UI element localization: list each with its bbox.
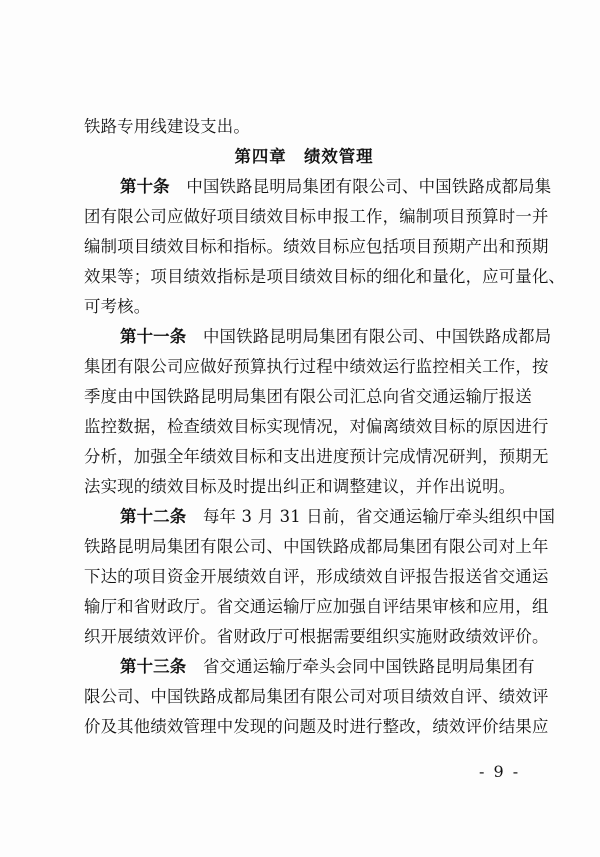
text-line bbox=[84, 352, 549, 382]
page-number: - 9 - bbox=[479, 762, 521, 781]
text-line bbox=[84, 712, 549, 742]
line-text: 中国铁路昆明局集团有限公司、中国铁路成都局集 bbox=[169, 177, 552, 196]
text-line bbox=[84, 292, 524, 322]
line-text: 铁路昆明局集团有限公司、中国铁路成都局集团有限公司对上年 bbox=[84, 537, 549, 556]
text-line bbox=[84, 682, 549, 712]
text-line bbox=[84, 622, 549, 652]
article-first-line bbox=[84, 652, 535, 682]
text-line bbox=[84, 262, 566, 292]
line-text: 效果等；项目绩效指标是项目绩效目标的细化和量化，应可量化、 bbox=[84, 267, 566, 286]
line-text: 限公司、中国铁路成都局集团有限公司对项目绩效自评、绩效评 bbox=[84, 687, 549, 706]
text-line bbox=[84, 592, 549, 622]
line-text: 价及其他绩效管理中发现的问题及时进行整改，绩效评价结果应 bbox=[84, 717, 549, 736]
text-line bbox=[84, 562, 549, 592]
line-text: 第四章 绩效管理 bbox=[234, 147, 374, 166]
line-text: 织开展绩效评价。省财政厅可根据需要组织实施财政绩效评价。 bbox=[84, 627, 549, 646]
line-text: 编制项目绩效目标和指标。绩效目标应包括项目预期产出和预期 bbox=[84, 237, 549, 256]
line-text: 可考核。 bbox=[84, 297, 151, 316]
line-text: 铁路专用线建设支出。 bbox=[84, 117, 250, 136]
line-text: 输厅和省财政厅。省交通运输厅应加强自评结果审核和应用，组 bbox=[84, 597, 549, 616]
line-text: 团有限公司应做好项目绩效目标申报工作，编制项目预算时一并 bbox=[84, 207, 549, 226]
text-line bbox=[84, 442, 549, 472]
text-line bbox=[84, 472, 524, 502]
line-text: 监控数据，检查绩效目标实现情况，对偏离绩效目标的原因进行 bbox=[84, 417, 549, 436]
text-line bbox=[84, 382, 532, 412]
article-label: 第十一条 bbox=[120, 327, 187, 346]
article-label: 第十二条 bbox=[120, 507, 187, 526]
line-text: 省交通运输厅牵头会同中国铁路昆明局集团有 bbox=[186, 657, 535, 676]
article-first-line bbox=[84, 502, 556, 532]
text-line bbox=[84, 532, 549, 562]
article-label: 第十三条 bbox=[120, 657, 187, 676]
line-text: 下达的项目资金开展绩效自评，形成绩效自评报告报送省交通运 bbox=[84, 567, 549, 586]
line-text: 法实现的绩效目标及时提出纠正和调整建议，并作出说明。 bbox=[84, 477, 516, 496]
article-first-line bbox=[84, 172, 552, 202]
chapter-heading bbox=[84, 142, 524, 172]
document-body bbox=[84, 112, 566, 742]
line-text: 中国铁路昆明局集团有限公司、中国铁路成都局 bbox=[186, 327, 552, 346]
line-text: 集团有限公司应做好预算执行过程中绩效运行监控相关工作，按 bbox=[84, 357, 549, 376]
text-line bbox=[84, 202, 549, 232]
line-text: 每年 3 月 31 日前，省交通运输厅牵头组织中国 bbox=[186, 507, 556, 526]
text-line bbox=[84, 232, 549, 262]
article-first-line bbox=[84, 322, 552, 352]
line-text: 分析，加强全年绩效目标和支出进度预计完成情况研判，预期无 bbox=[84, 447, 549, 466]
text-line bbox=[84, 412, 549, 442]
article-label: 第十条 bbox=[120, 177, 170, 196]
text-line bbox=[84, 112, 524, 142]
line-text: 季度由中国铁路昆明局集团有限公司汇总向省交通运输厅报送 bbox=[84, 387, 532, 406]
